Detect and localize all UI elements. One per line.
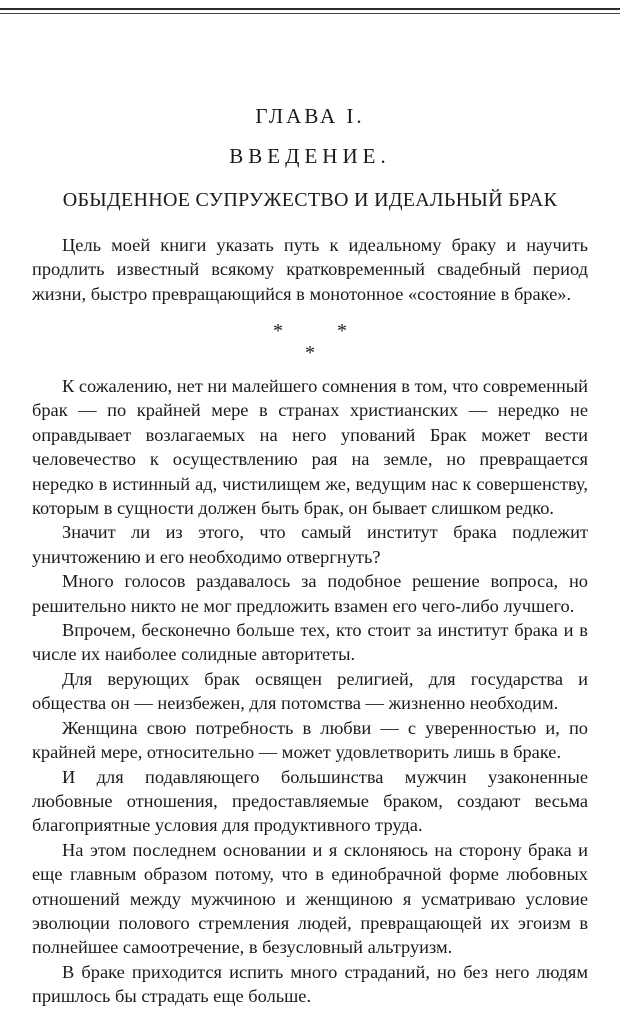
paragraph: Для верующих брак освящен религией, для государства и общества он — неизбежен, для потомства — жизненно необходим. <box>32 668 588 714</box>
top-rule <box>0 8 620 10</box>
chapter-subtitle: ВВЕДЕНИЕ. <box>229 144 391 168</box>
section-title: ОБЫДЕННОЕ СУПРУЖЕСТВО И ИДЕАЛЬНЫЙ БРАК <box>62 189 558 211</box>
top-rule-thin <box>0 13 620 14</box>
asterisk: * <box>337 320 347 342</box>
paragraph: Много голосов раздавалось за подобное решение вопроса, но решительно никто не мог предложить взамен его чего-либо лучшего. <box>32 571 588 616</box>
paragraph: Значит ли из этого, что самый институт брака подлежит уничтожению и его необходимо отвергнуть? <box>32 522 588 567</box>
paragraph: На этом последнем основании и я склоняюсь на сторону брака и еще главным образом потому, что в единобрачной форме любовных отношений между мужчиною и женщиною я усматриваю условие эволюции полового стремления людей, превращающей их эгоизм в полнейшее самоотречение, в безусловный альтруизм. <box>32 839 588 958</box>
asterisk: * <box>273 320 283 342</box>
body-text <box>32 374 588 1009</box>
paragraph: Цель моей книги указать путь к идеальному браку и научить продлить известный всякому кратковременный свадебный период жизни, быстро превращающийся в монотонное «состояние в браке». <box>32 235 588 304</box>
paragraph: В браке приходится испить много страданий, но без него людям пришлось бы страдать еще больше. <box>32 961 588 1007</box>
paragraph: Женщина свою потребность в любви — с уверенностью и, по крайней мере, относительно — может удовлетворить лишь в браке. <box>32 717 588 763</box>
chapter-title: ГЛАВА I. <box>255 104 365 128</box>
paragraph: И для подавляющего большинства мужчин узаконенные любовные отношения, предоставляемые браком, создают весьма благоприятные условия для продуктивного труда. <box>32 766 588 836</box>
intro-paragraph-block <box>32 233 588 306</box>
asterisk: * <box>305 342 315 364</box>
paragraph: К сожалению, нет ни малейшего сомнения в том, что современный брак — по крайней мере в странах христианских — нередко не оправдывает возлагаемых на него упований Брак может вести человечество к осуществлению рая на земле, но превращается нередко в истинный ад, чистилищем же, ведущим нас к совершенству, которым в сущности должен быть брак, он бывает слишком редко. <box>32 376 588 519</box>
paragraph: Впрочем, бесконечно больше тех, кто стоит за институт брака и в числе их наиболее солидные авторитеты. <box>32 620 588 665</box>
